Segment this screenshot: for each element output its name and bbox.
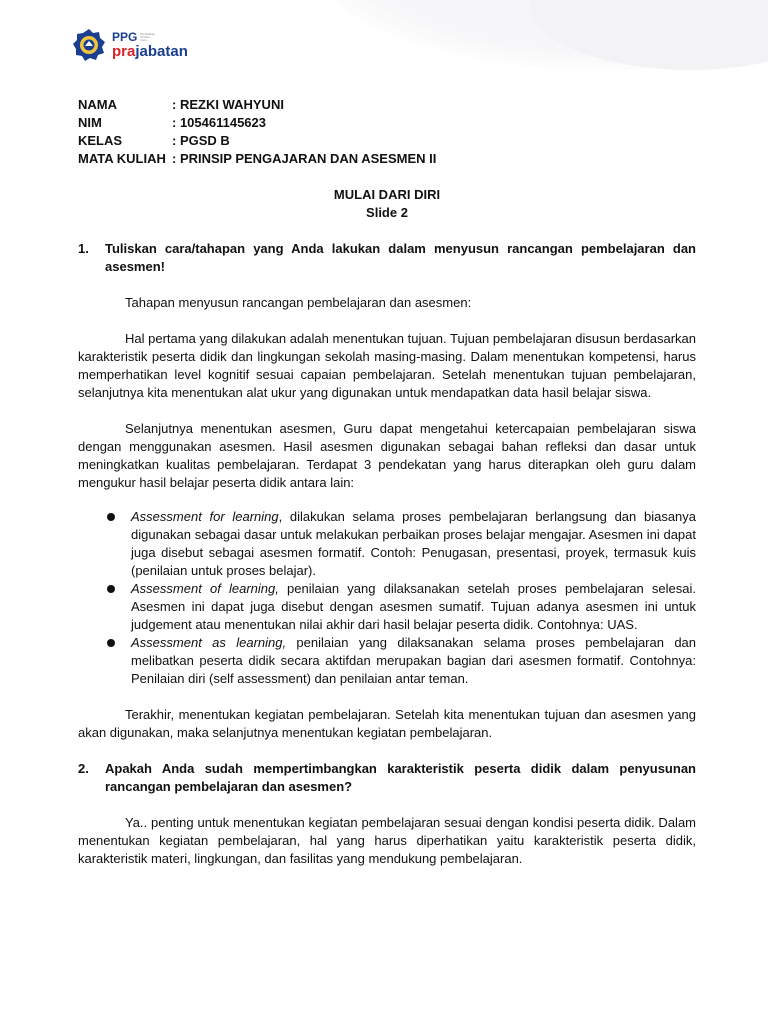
university-emblem-icon bbox=[72, 28, 106, 62]
question-1-number: 1. bbox=[78, 241, 89, 256]
assessment-description: penilaian yang dilaksanakan selama proses pembelajaran dan melibatkan peserta didik secara aktifdan merupakan bagian dari asesmen formatif. Contohnya: Penilaian diri (self assessment) dan penilaian antar teman. bbox=[131, 635, 697, 686]
page-subtitle: Slide 2 bbox=[366, 205, 408, 220]
assessment-term: Assessment of learning, bbox=[131, 581, 279, 596]
list-item bbox=[78, 580, 696, 634]
question-2 bbox=[78, 760, 696, 796]
assessment-description: , dilakukan selama proses pembelajaran berlangsung dan biasanya digunakan sebagai dasar untuk melakukan perbaikan proses belajar mengajar. Asesmen ini dapat juga disebut sebagai asesmen formatif. Contoh: Penugasan, presentasi, proyek, termasuk kuis (penilaian untuk proses belajar). bbox=[131, 509, 697, 578]
ppg-logo bbox=[72, 26, 188, 64]
list-item bbox=[78, 634, 696, 688]
question-1 bbox=[78, 240, 696, 276]
info-row-mata-kuliah: MATA KULIAH : PRINSIP PENGAJARAN DAN ASESMEN II bbox=[78, 151, 437, 166]
info-row-kelas: KELAS : PGSD B bbox=[78, 133, 230, 148]
answer-1-intro: Tahapan menyusun rancangan pembelajaran dan asesmen: bbox=[125, 295, 472, 310]
logo-ppg-text: PPG bbox=[112, 30, 138, 44]
answer-1-paragraph-kegiatan: Terakhir, menentukan kegiatan pembelajaran. Setelah kita menentukan tujuan dan asesmen yang akan digunakan, maka selanjutnya menentukan kegiatan pembelajaran. bbox=[78, 707, 696, 740]
question-2-number: 2. bbox=[78, 761, 89, 776]
bullet-icon bbox=[78, 634, 131, 688]
list-item bbox=[78, 508, 696, 580]
logo-subtitle: Pendidikan Profesi Guru bbox=[140, 31, 156, 42]
page-title: MULAI DARI DIRI bbox=[333, 187, 441, 202]
bullet-icon bbox=[78, 580, 131, 634]
question-1-text: Tuliskan cara/tahapan yang Anda lakukan dalam menyusun rancangan pembelajaran dan asesmen! bbox=[105, 241, 696, 274]
document-body bbox=[78, 96, 696, 868]
answer-1-paragraph-asesmen: Selanjutnya menentukan asesmen, Guru dapat mengetahui ketercapaian pembelajaran siswa dengan menggunakan asesmen. Hasil asesmen digunakan sebagai bahan refleksi dan dasar untuk meningkatkan kualitas pembelajaran. Terdapat 3 pendekatan yang harus diterapkan oleh guru dalam mengukur hasil belajar peserta didik antara lain: bbox=[78, 421, 696, 490]
answer-2-paragraph: Ya.. penting untuk menentukan kegiatan pembelajaran sesuai dengan kondisi peserta didik. Dalam menentukan kegiatan pembelajaran, hal yang harus diperhatikan yaitu karakteristik peserta didik, karakteristik materi, lingkungan, dan fasilitas yang mendukung pembelajaran. bbox=[78, 815, 696, 866]
answer-1-paragraph-tujuan: Hal pertama yang dilakukan adalah menentukan tujuan. Tujuan pembelajaran disusun berdasarkan karakteristik peserta didik dan lingkungan sekolah masing-masing. Dalam menentukan kompetensi, harus memperhatikan level kognitif sesuai capaian pembelajaran. Setelah menentukan tujuan pembelajaran, selanjutnya kita menentukan alat ukur yang digunakan untuk mendapatkan data hasil belajar siswa. bbox=[78, 331, 696, 400]
assessment-term: Assessment as learning, bbox=[131, 635, 287, 650]
student-info bbox=[78, 96, 696, 168]
info-row-nama: NAMA : REZKI WAHYUNI bbox=[78, 97, 284, 112]
assessment-list bbox=[78, 508, 696, 688]
assessment-term: Assessment for learning bbox=[131, 509, 279, 524]
bullet-icon bbox=[78, 508, 131, 580]
question-2-text: Apakah Anda sudah mempertimbangkan karakteristik peserta didik dalam penyusunan rancangan pembelajaran dan asesmen? bbox=[105, 761, 696, 794]
logo-prajabatan: prajabatan bbox=[112, 43, 188, 60]
info-row-nim: NIM : 105461145623 bbox=[78, 115, 266, 130]
assessment-description: penilaian yang dilaksanakan setelah proses pembelajaran selesai. Asesmen ini dapat juga disebut dengan asesmen sumatif. Tujuan adanya asesmen ini untuk judgement atau menentukan nilai akhir dari hasil belajar peserta didik. Contohnya: UAS. bbox=[131, 581, 696, 632]
